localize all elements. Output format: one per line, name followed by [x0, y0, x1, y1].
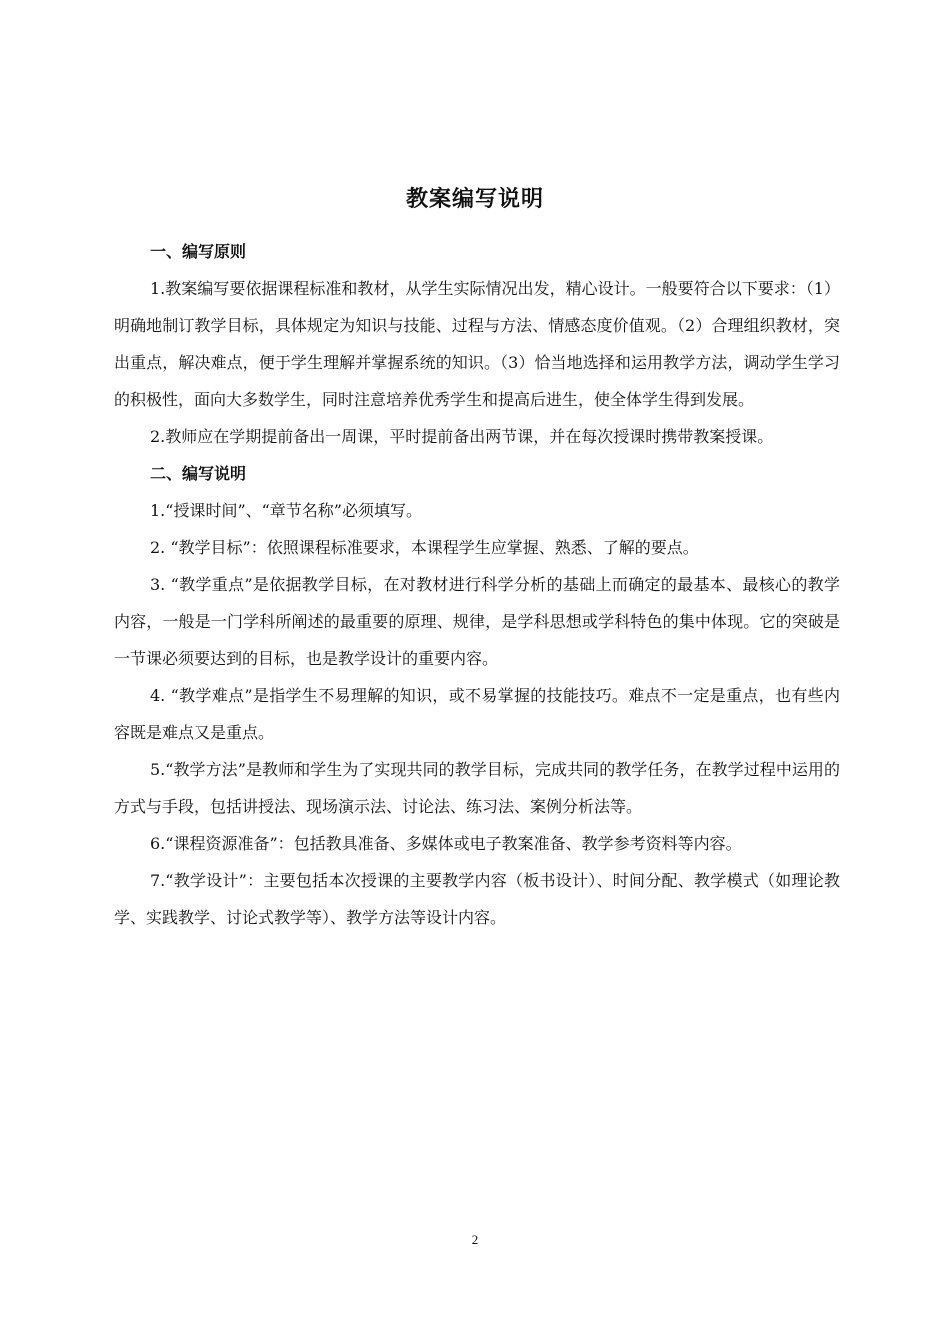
instruction-paragraph-4: 4. “教学难点”是指学生不易理解的知识，或不易掌握的技能技巧。难点不一定是重点，也有些内容既是难点又是重点。: [114, 686, 840, 742]
instruction-paragraph-2: 2. “教学目标”：依照课程标准要求，本课程学生应掌握、熟悉、了解的要点。: [150, 538, 699, 557]
instruction-paragraph-6: 6.“课程资源准备”：包括教具准备、多媒体或电子教案准备、教学参考资料等内容。: [150, 834, 742, 853]
principle-paragraph-2: 2.教师应在学期提前备出一周课，平时提前备出两节课，并在每次授课时携带教案授课。: [150, 427, 774, 446]
section-heading-principles: 一、编写原则: [150, 242, 247, 261]
principle-paragraph-1: 1.教案编写要依据课程标准和教材，从学生实际情况出发，精心设计。一般要符合以下要求：（1）明确地制订教学目标，具体规定为知识与技能、过程与方法、情感态度价值观。（2）合理组织教材，突出重点，解决难点，便于学生理解并掌握系统的知识。（3）恰当地选择和运用教学方法，调动学生学习的积极性，面向大多数学生，同时注意培养优秀学生和提高后进生，使全体学生得到发展。: [114, 279, 840, 409]
section-heading-instructions: 二、编写说明: [150, 464, 247, 483]
instruction-paragraph-7: 7.“教学设计”：主要包括本次授课的主要教学内容（板书设计）、时间分配、教学模式（如理论教学、实践教学、讨论式教学等）、教学方法等设计内容。: [114, 871, 840, 927]
instruction-paragraph-5: 5.“教学方法”是教师和学生为了实现共同的教学目标，完成共同的教学任务，在教学过程中运用的方式与手段，包括讲授法、现场演示法、讨论法、练习法、案例分析法等。: [114, 760, 840, 816]
instruction-paragraph-1: 1.“授课时间”、“章节名称”必须填写。: [150, 501, 422, 520]
page-number: 2: [471, 1232, 479, 1247]
document-body: [114, 233, 840, 936]
page-title: 教案编写说明: [405, 187, 544, 212]
instruction-paragraph-3: 3. “教学重点”是依据教学目标，在对教材进行科学分析的基础上而确定的最基本、最核心的教学内容，一般是一门学科所阐述的最重要的原理、规律，是学科思想或学科特色的集中体现。它的突破是一节课必须要达到的目标，也是教学设计的重要内容。: [114, 575, 840, 668]
